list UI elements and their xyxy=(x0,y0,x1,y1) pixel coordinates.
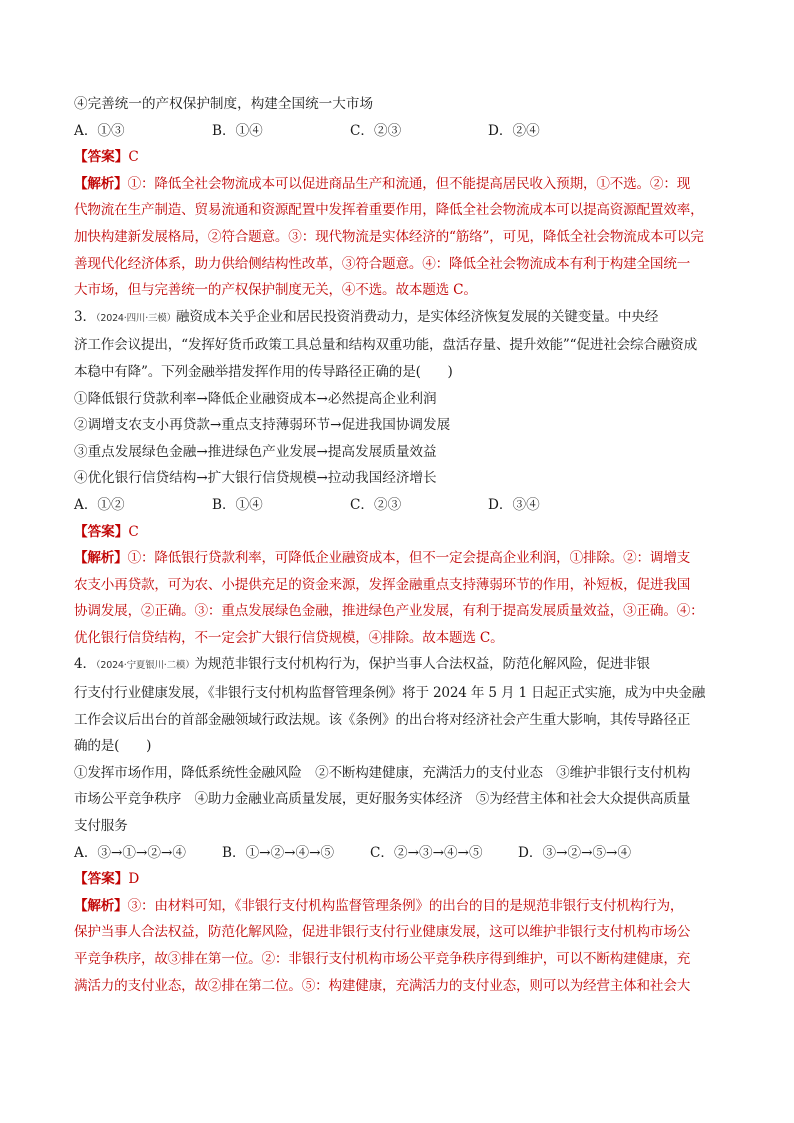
option-text: ③重点发展绿色金融→推进绿色产业发展→提高发展质量效益 xyxy=(74,443,437,460)
analysis-line: 满活力的支付业态，故②排在第二位。⑤：构建健康，充满活力的支付业态，则可以为经营主体和社会大 xyxy=(74,977,691,994)
analysis-line: 大市场，但与完善统一的产权保护制度无关，④不选。故本题选 C。 xyxy=(74,282,477,299)
answer-value: C xyxy=(128,523,139,540)
question-3-stem xyxy=(74,304,726,333)
analysis-text: ①：降低银行贷款利率，可降低企业融资成本，但不一定会提高企业利润，①排除。②：调增支 xyxy=(127,550,691,567)
choice-a: A．③→①→②→④ xyxy=(74,844,186,861)
analysis-tag: 【解析】 xyxy=(74,897,128,914)
stem-text: 为规范非银行支付机构行为，保护当事人合法权益，防范化解风险，促进非银 xyxy=(194,656,650,673)
option-text: 支付服务 xyxy=(74,818,128,835)
analysis-tag: 【解析】 xyxy=(74,175,128,192)
option-text: ④优化银行信贷结构→扩大银行信贷规模→拉动我国经济增长 xyxy=(74,470,437,487)
question-number: 3． xyxy=(74,308,96,325)
choice-a: A．①③ xyxy=(74,122,125,139)
choice-b: B．①→②→④→⑤ xyxy=(222,844,335,861)
stem-line: 工作会议后出台的首部金融领域行政法规。该《条例》的出台将对经济社会产生重大影响，其传导路径正 xyxy=(74,711,691,728)
stem-line: 确的是( ) xyxy=(74,738,152,755)
choice-d: D．③→②→⑤→④ xyxy=(518,844,632,861)
answer-value: C xyxy=(128,149,139,166)
question-source: （2024·四川·三模） xyxy=(95,312,176,324)
question-source: （2024·宁夏银川·二模） xyxy=(95,660,195,672)
option-text: 市场公平竞争秩序 ④助力金融业高质量发展，更好服务实体经济 ⑤为经营主体和社会大众提供高质量 xyxy=(74,791,691,808)
analysis-line: 加快构建新发展格局，②符合题意。③：现代物流是实体经济的“筋络”，可见，降低全社会物流成本可以完 xyxy=(74,228,704,245)
analysis-line: 协调发展，②正确。③：重点发展绿色金融，推进绿色产业发展，有利于提高发展质量效益，③正确。④： xyxy=(74,603,704,620)
choice-b: B．①④ xyxy=(212,122,263,139)
analysis-line xyxy=(74,171,726,198)
choice-a: A．①② xyxy=(74,496,125,513)
choice-b: B．①④ xyxy=(212,496,263,513)
option-text: ①降低银行贷款利率→降低企业融资成本→必然提高企业利润 xyxy=(74,390,437,407)
answer-value: D xyxy=(128,871,140,888)
answer-line xyxy=(74,866,726,893)
document-page xyxy=(74,91,726,999)
analysis-line: 平竞争秩序，故③排在第一位。②：非银行支付机构市场公平竞争秩序得到维护，可以不断构建健康，充 xyxy=(74,951,691,967)
answer-line xyxy=(74,519,726,546)
choice-c: C．②→③→④→⑤ xyxy=(370,844,483,861)
stem-line: 行支付行业健康发展，《非银行支付机构监督管理条例》将于 2024 年 5 月 1 日起正式实施，成为中央金融 xyxy=(74,685,706,702)
analysis-line xyxy=(74,545,726,572)
answer-line xyxy=(74,144,726,171)
choice-d: D．②④ xyxy=(488,122,540,139)
stem-line: 济工作会议提出，“发挥好货币政策工具总量和结构双重功能，盘活存量、提升效能”“促进社会综合融资成 xyxy=(74,337,697,354)
analysis-line: 善现代化经济体系，助力供给侧结构性改革，③符合题意。④：降低全社会物流成本有利于构建全国统一 xyxy=(74,255,691,272)
stem-text: 融资成本关乎企业和居民投资消费动力，是实体经济恢复发展的关键变量。中央经 xyxy=(175,308,659,325)
question-4-stem xyxy=(74,651,726,680)
choice-d: D．③④ xyxy=(488,496,540,513)
choice-c: C．②③ xyxy=(350,496,402,513)
analysis-line: 优化银行信贷结构，不一定会扩大银行信贷规模，④排除。故本题选 C。 xyxy=(74,629,504,646)
answer-tag: 【答案】 xyxy=(74,871,129,888)
analysis-line: 保护当事人合法权益，防范化解风险，促进非银行支付行业健康发展，这可以维护非银行支付机构市场公 xyxy=(74,924,691,941)
analysis-text: ①：降低全社会物流成本可以促进商品生产和流通，但不能提高居民收入预期，①不选。②：现 xyxy=(127,175,691,192)
option-text: ②调增支农支小再贷款→重点支持薄弱环节→促进我国协调发展 xyxy=(74,417,451,434)
option-text: ④完善统一的产权保护制度，构建全国统一大市场 xyxy=(74,96,374,112)
choice-row xyxy=(74,118,726,145)
analysis-text: ③：由材料可知，《非银行支付机构监督管理条例》的出台的目的是规范非银行支付机构行为， xyxy=(127,897,684,914)
choice-row xyxy=(74,840,726,867)
analysis-tag: 【解析】 xyxy=(74,550,128,567)
answer-tag: 【答案】 xyxy=(74,149,129,166)
analysis-line: 代物流在生产制造、贸易流通和资源配置中发挥着重要作用，降低全社会物流成本可以提高资源配置效率， xyxy=(74,202,704,219)
choice-c: C．②③ xyxy=(350,122,402,139)
stem-line: 本稳中有降”。下列金融举措发挥作用的传导路径正确的是( ) xyxy=(74,363,453,380)
answer-tag: 【答案】 xyxy=(74,523,129,540)
option-text: ①发挥市场作用，降低系统性金融风险 ②不断构建健康，充满活力的支付业态 ③维护非银行支付机构 xyxy=(74,764,691,781)
analysis-line: 农支小再贷款，可为农、小提供充足的资金来源，发挥金融重点支持薄弱环节的作用，补短板，促进我国 xyxy=(74,576,691,593)
analysis-line xyxy=(74,893,726,920)
choice-row xyxy=(74,492,726,519)
question-number: 4． xyxy=(74,656,96,673)
